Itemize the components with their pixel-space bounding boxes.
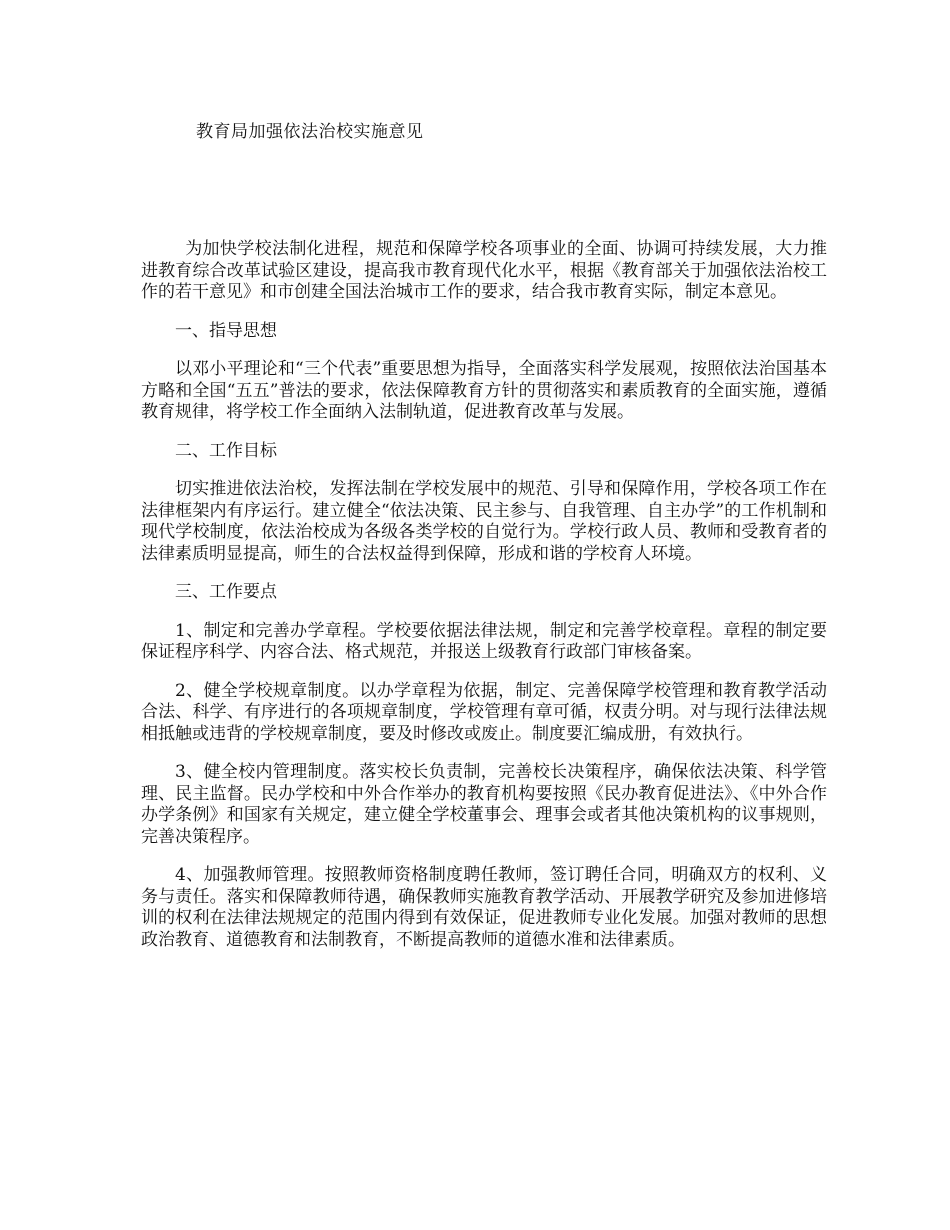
- section-paragraph-guiding-ideology: 以邓小平理论和“三个代表”重要思想为指导，全面落实科学发展观，按照依法治国基本方略和全国“五五”普法的要求，依法保障教育方针的贯彻落实和素质教育的全面实施，遵循教育规律，将学校工作全面纳入法制轨道，促进教育改革与发展。: [141, 359, 827, 422]
- section-heading-work-points: 三、工作要点: [175, 582, 277, 602]
- document-title: 教育局加强依法治校实施意见: [196, 122, 424, 142]
- section-paragraph-work-goals: 切实推进依法治校，发挥法制在学校发展中的规范、引导和保障作用，学校各项工作在法律框架内有序运行。建立健全“依法决策、民主参与、自我管理、自主办学”的工作机制和现代学校制度，依法治校成为各级各类学校的自觉行为。学校行政人员、教师和受教育者的法律素质明显提高，师生的合法权益得到保障，形成和谐的学校育人环境。: [141, 479, 827, 564]
- section-heading-work-goals: 二、工作目标: [175, 440, 277, 461]
- work-point-item-3: 3、健全校内管理制度。落实校长负责制，完善校长决策程序，确保依法决策、科学管理、民主监督。民办学校和中外合作举办的教育机构要按照《民办教育促进法》、《中外合作办学条例》和国家有关规定，建立健全学校董事会、理事会或者其他决策机构的议事规则，完善决策程序。: [141, 762, 827, 847]
- work-point-item-1: 1、制定和完善办学章程。学校要依据法律法规，制定和完善学校章程。章程的制定要保证程序科学、内容合法、格式规范，并报送上级教育行政部门审核备案。: [141, 620, 827, 662]
- work-point-item-4: 4、加强教师管理。按照教师资格制度聘任教师，签订聘任合同，明确双方的权利、义务与责任。落实和保障教师待遇，确保教师实施教育教学活动、开展教学研究及参加进修培训的权利在法律法规规定的范围内得到有效保证，促进教师专业化发展。加强对教师的思想政治教育、道德教育和法制教育，不断提高教师的道德水准和法律素质。: [141, 865, 827, 950]
- document-body: [141, 239, 827, 968]
- section-heading-guiding-ideology: 一、指导思想: [175, 320, 277, 341]
- intro-paragraph: 为加快学校法制化进程，规范和保障学校各项事业的全面、协调可持续发展，大力推进教育综合改革试验区建设，提高我市教育现代化水平，根据《教育部关于加强依法治校工作的若干意见》和市创建全国法治城市工作的要求，结合我市教育实际，制定本意见。: [141, 239, 827, 302]
- work-point-item-2: 2、健全学校规章制度。以办学章程为依据，制定、完善保障学校管理和教育教学活动合法、科学、有序进行的各项规章制度，学校管理有章可循，权责分明。对与现行法律法规相抵触或违背的学校规章制度，要及时修改或废止。制度要汇编成册，有效执行。: [141, 680, 827, 744]
